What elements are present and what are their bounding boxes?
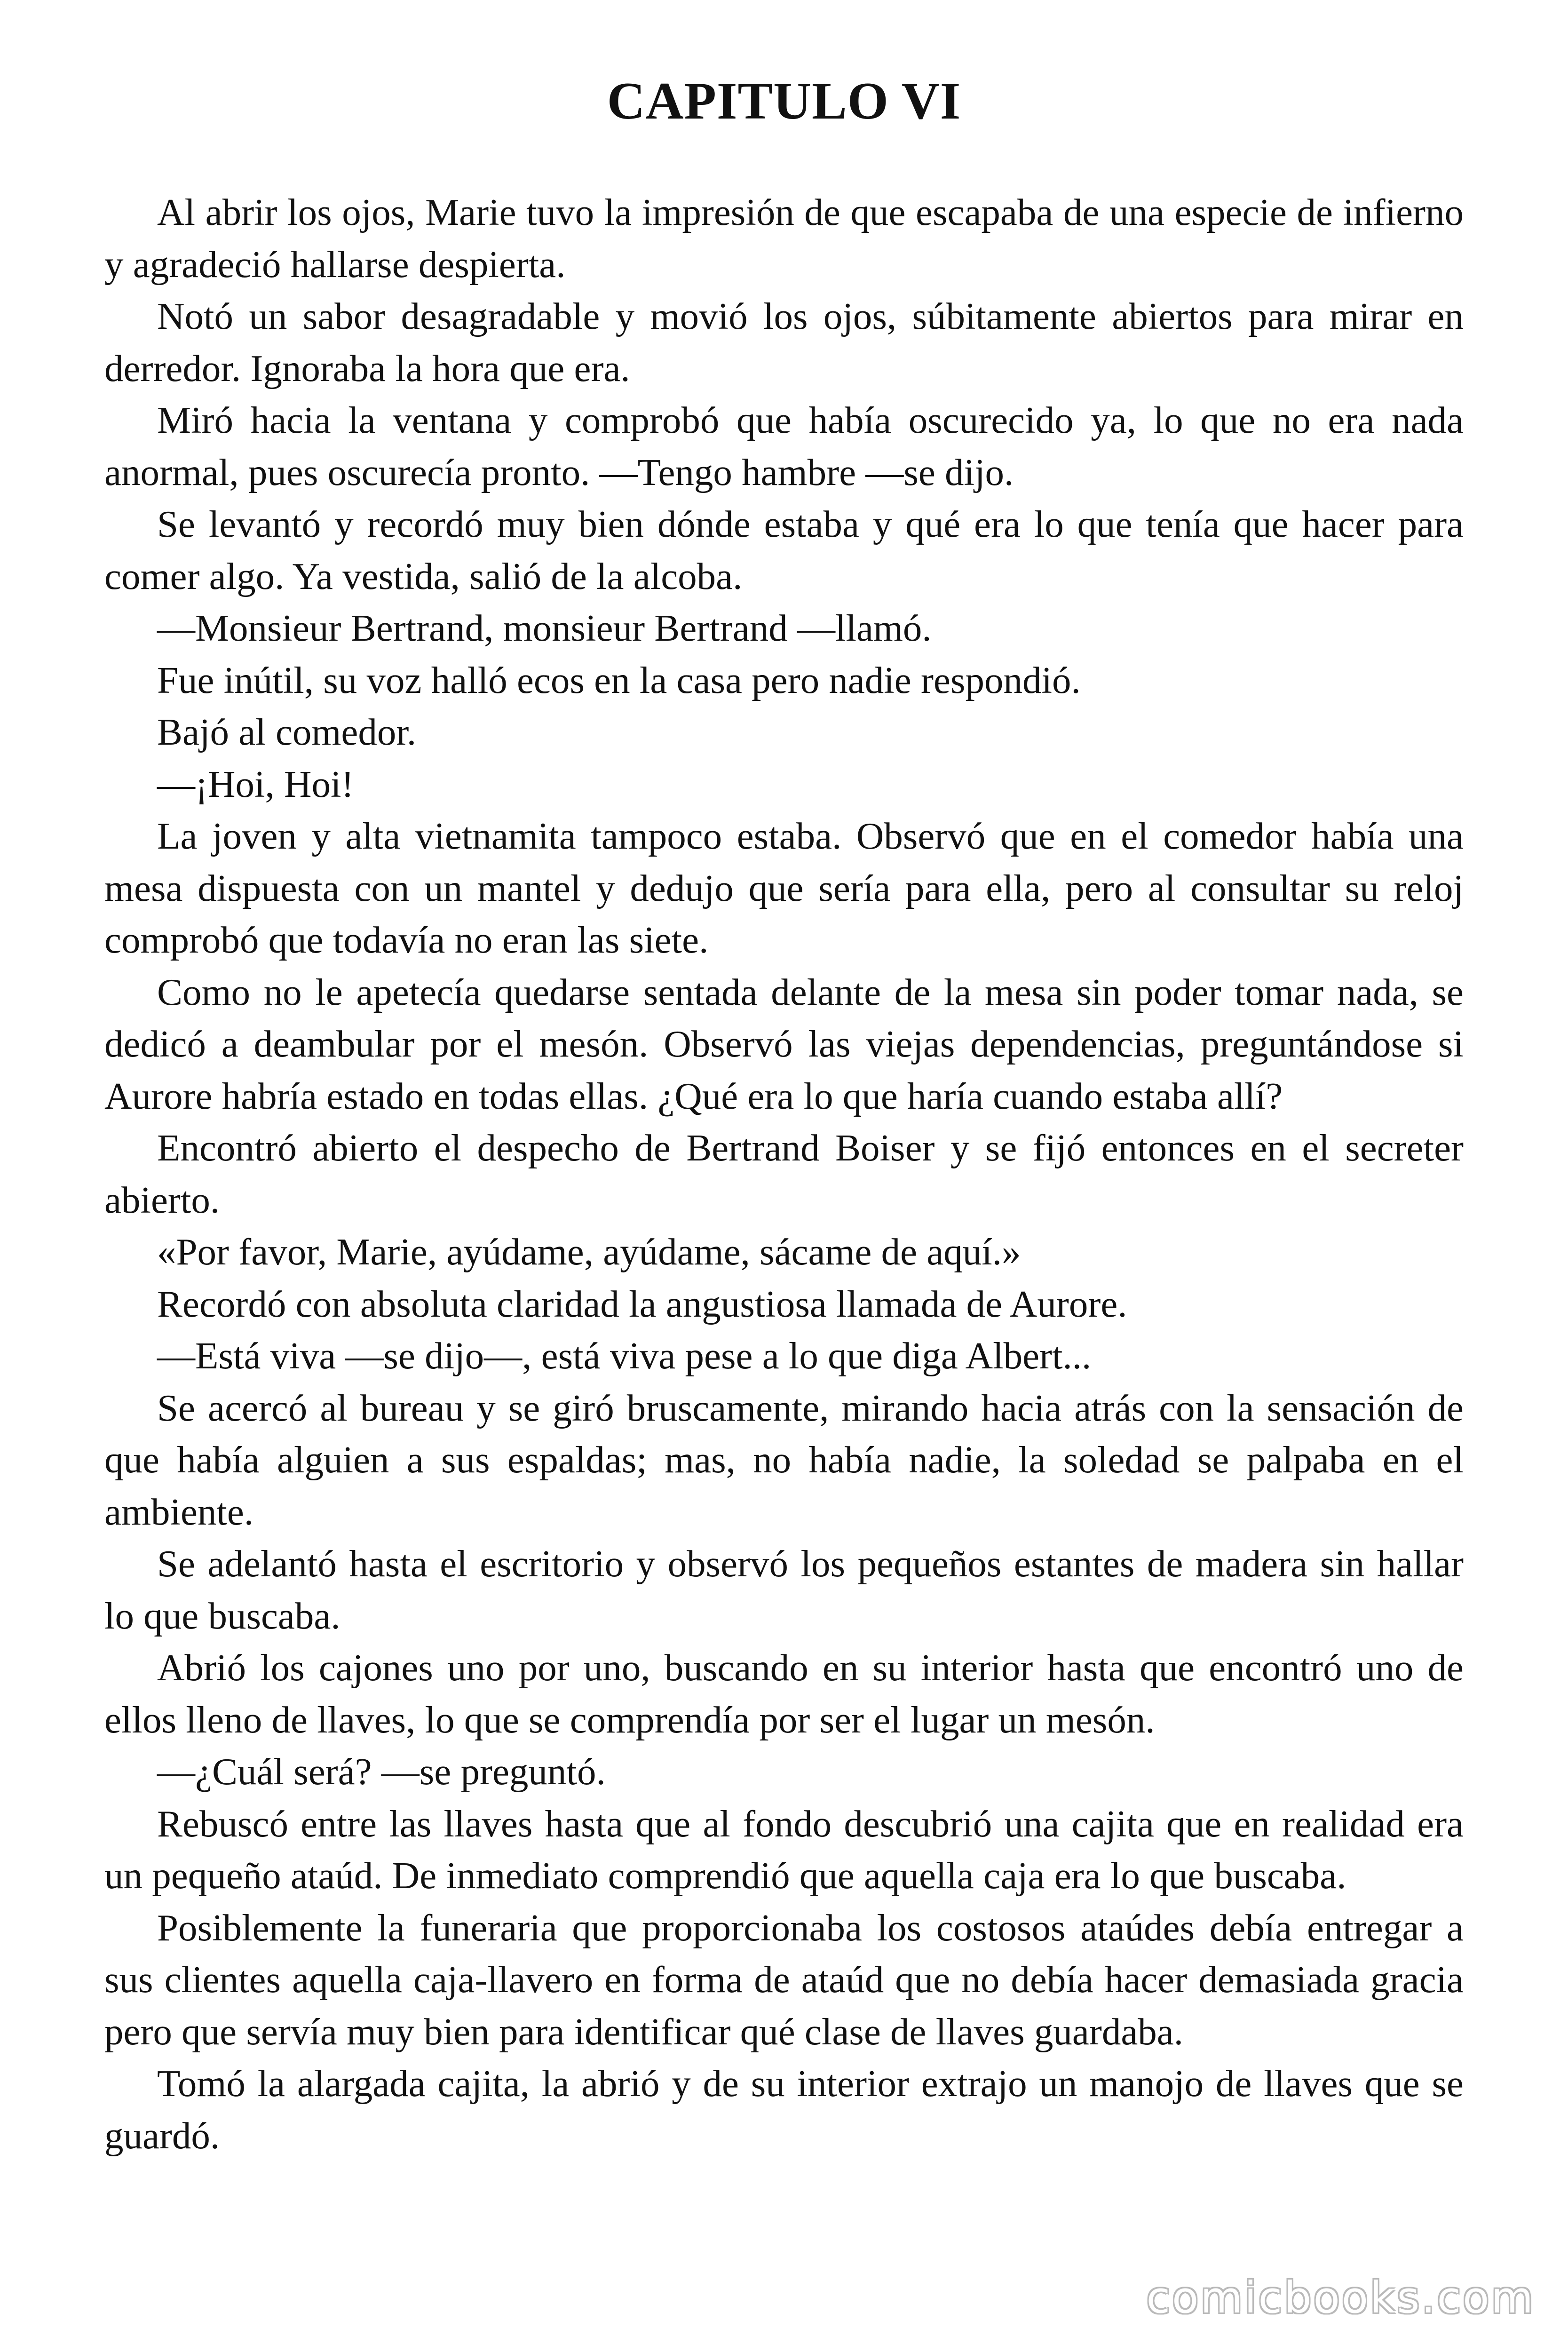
chapter-title: CAPITULO VI (607, 72, 961, 130)
paragraph: Como no le apetecía quedarse sentada delante de la mesa sin poder tomar nada, se dedicó a deambular por el mesón. Observó las viejas dependencias, preguntándose si Aurore habría estado en todas ellas. ¿Qué era lo que haría cuando estaba allí? (104, 970, 1464, 1117)
paragraph: —Monsieur Bertrand, monsieur Bertrand —llamó. (157, 607, 932, 649)
paragraph: «Por favor, Marie, ayúdame, ayúdame, sácame de aquí.» (157, 1231, 1021, 1273)
paragraph: Bajó al comedor. (157, 711, 417, 753)
paragraph: Encontró abierto el despecho de Bertrand Boiser y se fijó entonces en el secreter abierto. (104, 1127, 1464, 1221)
paragraph: Rebuscó entre las llaves hasta que al fondo descubrió una cajita que en realidad era un pequeño ataúd. De inmediato comprendió que aquella caja era lo que buscaba. (104, 1802, 1464, 1897)
paragraph: Notó un sabor desagradable y movió los ojos, súbitamente abiertos para mirar en derredor. Ignoraba la hora que era. (104, 295, 1464, 389)
paragraph: Se acercó al bureau y se giró bruscamente, mirando hacia atrás con la sensación de que había alguien a sus espaldas; mas, no había nadie, la soledad se palpaba en el ambiente. (104, 1386, 1464, 1533)
paragraph: Posiblemente la funeraria que proporcionaba los costosos ataúdes debía entregar a sus clientes aquella caja-llavero en forma de ataúd que no debía hacer demasiada gracia pero que servía muy bien para identificar qué clase de llaves guardaba. (104, 1906, 1464, 2053)
paragraph: —¿Cuál será? —se preguntó. (157, 1750, 606, 1793)
paragraph: La joven y alta vietnamita tampoco estaba. Observó que en el comedor había una mesa dispuesta con un mantel y dedujo que sería para ella, pero al consultar su reloj comprobó que todavía no eran las siete. (104, 815, 1464, 961)
paragraph: Se adelantó hasta el escritorio y observó los pequeños estantes de madera sin hallar lo que buscaba. (104, 1542, 1464, 1637)
paragraph: —Está viva —se dijo—, está viva pese a lo que diga Albert... (157, 1335, 1092, 1377)
paragraph: Tomó la alargada cajita, la abrió y de su interior extrajo un manojo de llaves que se guardó. (104, 2062, 1464, 2157)
paragraph: Miró hacia la ventana y comprobó que había oscurecido ya, lo que no era nada anormal, pues oscurecía pronto. —Tengo hambre —se dijo. (104, 399, 1464, 493)
paragraph: —¡Hoi, Hoi! (157, 763, 354, 805)
paragraph: Recordó con absoluta claridad la angustiosa llamada de Aurore. (157, 1282, 1127, 1325)
paragraph: Se levantó y recordó muy bien dónde estaba y qué era lo que tenía que hacer para comer algo. Ya vestida, salió de la alcoba. (104, 503, 1464, 597)
paragraph: Al abrir los ojos, Marie tuvo la impresión de que escapaba de una especie de infierno y agradeció hallarse despierta. (104, 191, 1464, 286)
chapter-body (104, 186, 1464, 2161)
paragraph: Abrió los cajones uno por uno, buscando en su interior hasta que encontró uno de ellos lleno de llaves, lo que se comprendía por ser el lugar un mesón. (104, 1646, 1464, 1741)
watermark: comicbooks.com (1146, 2273, 1535, 2323)
paragraph: Fue inútil, su voz halló ecos en la casa pero nadie respondió. (157, 659, 1081, 701)
